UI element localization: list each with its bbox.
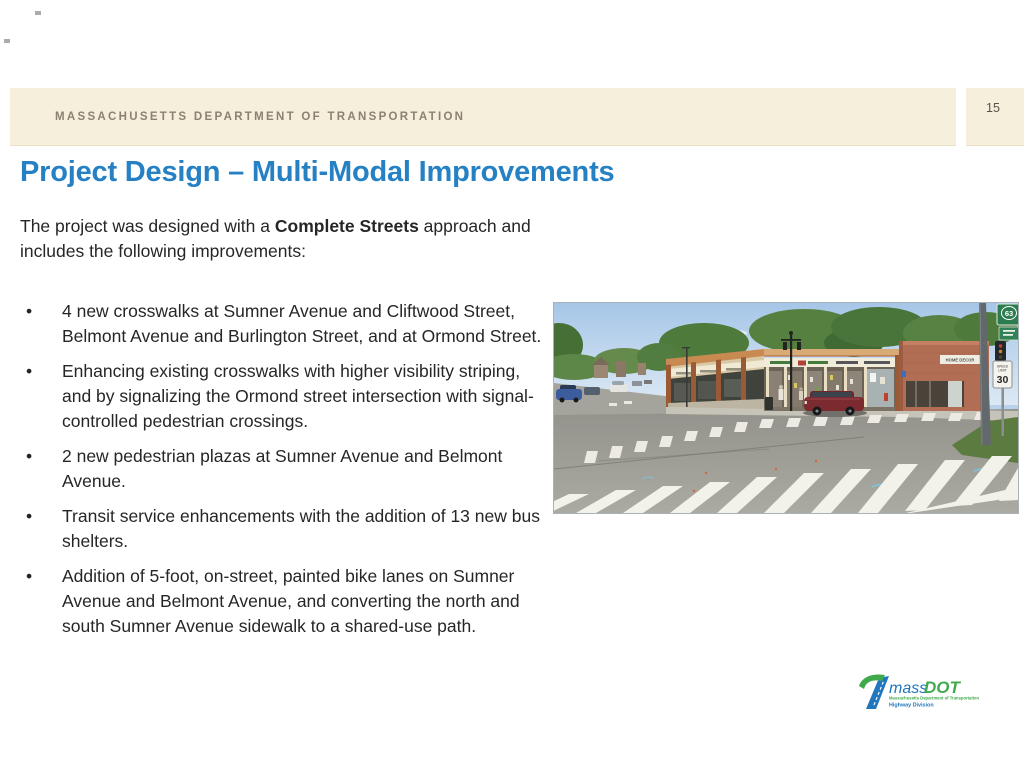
storefront-building-left-wing: [666, 349, 764, 409]
blue-sign: [901, 371, 906, 377]
scan-artifact: [35, 11, 41, 15]
speed-limit-label-1: SPEED: [996, 364, 1009, 369]
intro-paragraph: [20, 214, 534, 264]
bullet-item: [0, 359, 552, 434]
bullet-marker: •: [26, 301, 33, 321]
massdot-logo: [858, 672, 980, 720]
bullet-marker: •: [26, 361, 33, 381]
trash-can: [765, 397, 773, 410]
slide-title: Project Design – Multi-Modal Improvements: [20, 156, 615, 188]
speed-limit-value: 30: [996, 374, 1009, 386]
route-63-sign: [997, 304, 1018, 340]
speed-limit-label-2: LIMIT: [998, 368, 1007, 373]
page-number: 15: [986, 101, 1000, 115]
bullet-text: Transit service enhancements with the addition of 13 new bus shelters.: [62, 506, 540, 551]
intro-text-1: The project was designed with a: [20, 216, 275, 236]
home-decor-building: [899, 341, 989, 411]
route-number: 63: [1004, 309, 1014, 318]
bullet-item: [0, 299, 552, 349]
fire-hydrant: [884, 393, 888, 401]
bullet-text: Enhancing existing crosswalks with higher visibility striping, and by signalizing the Ormond street intersection with signal-controlled pedestrian crossings.: [62, 361, 534, 431]
logo-brand-suffix: DOT: [924, 678, 960, 697]
logo-brand-prefix: mass: [889, 680, 928, 697]
header-bar: [10, 88, 956, 146]
bullet-text: 4 new crosswalks at Sumner Avenue and Cliftwood Street, Belmont Avenue and Burlington Street, and at Ormond Street.: [62, 301, 542, 346]
bullet-text: Addition of 5-foot, on-street, painted bike lanes on Sumner Avenue and Belmont Avenue, and converting the north and south Sumner Avenue sidewalk to a shared-use path.: [62, 566, 520, 636]
traffic-signal: [995, 341, 1006, 361]
street-intersection-photo: [553, 302, 1019, 514]
store-sign-text: HOME DECOR: [945, 357, 975, 363]
intro-emphasis: Complete Streets: [274, 216, 419, 236]
logo-tagline: Massachusetts Department of Transportation: [889, 695, 980, 701]
bullet-text: 2 new pedestrian plazas at Sumner Avenue and Belmont Avenue.: [62, 446, 503, 491]
bullet-item: [0, 564, 552, 639]
bullet-marker: •: [26, 446, 33, 466]
massdot-road-icon: [859, 674, 889, 709]
page-number-box: [966, 88, 1024, 146]
agency-label: MASSACHUSETTS DEPARTMENT OF TRANSPORTATION: [55, 110, 466, 123]
bullet-item: [0, 444, 552, 494]
bullet-marker: •: [26, 506, 33, 526]
scan-artifact: [4, 39, 10, 43]
bullet-marker: •: [26, 566, 33, 586]
bullet-item: [0, 504, 552, 554]
bullet-list: [0, 299, 552, 649]
intro-text-2: approach and includes the following improvements:: [20, 216, 531, 261]
logo-division: Highway Division: [889, 702, 934, 709]
